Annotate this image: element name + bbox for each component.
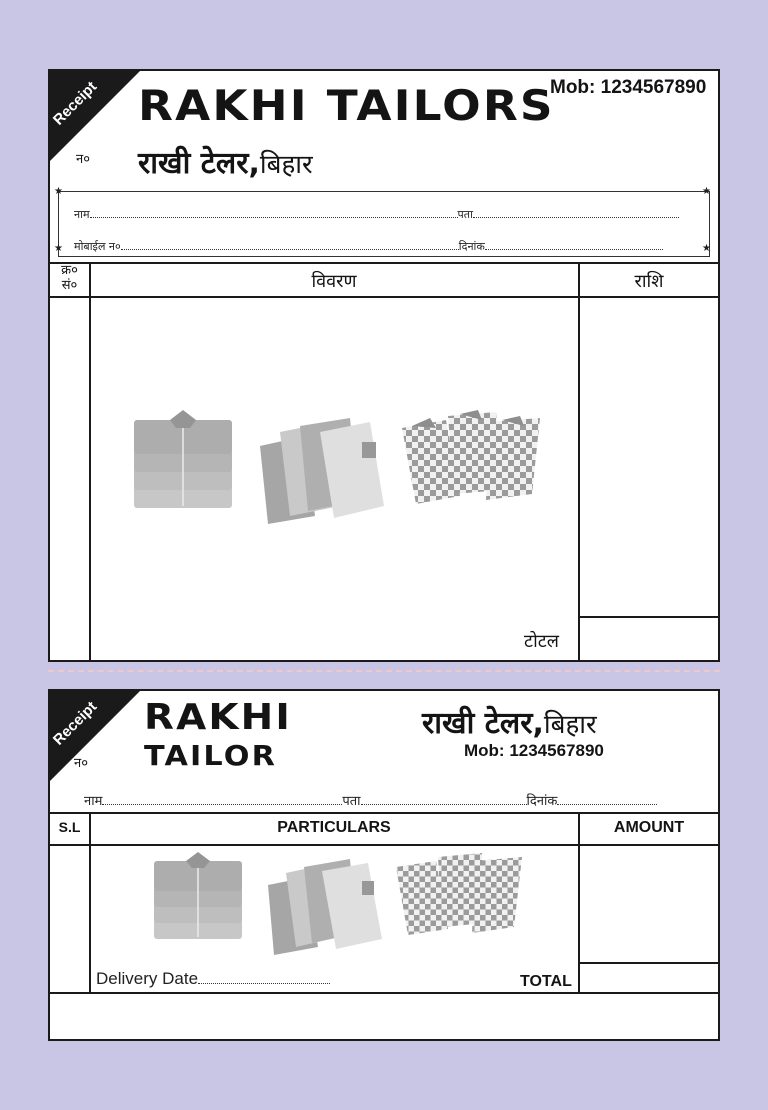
- bottom-receipt: [48, 689, 720, 1041]
- address-label: पता: [342, 794, 361, 809]
- folded-trousers-icon: [268, 859, 382, 955]
- table-bottom-rule: [50, 992, 718, 994]
- table-top-rule: [50, 262, 718, 264]
- clothing-illustration: [150, 849, 530, 959]
- amount-column-header: AMOUNT: [613, 819, 685, 836]
- amount-column-rule: [578, 262, 580, 662]
- name-label: नाम: [74, 208, 90, 221]
- hindi-shop-name: राखी टेलर,बिहार: [138, 146, 313, 181]
- date-label: दिनांक: [526, 794, 558, 809]
- serial-column-header: S.L: [58, 819, 81, 835]
- particulars-column-header: PARTICULARS: [277, 819, 391, 836]
- star-ornament-icon: ★: [54, 186, 63, 197]
- star-ornament-icon: ★: [54, 243, 63, 254]
- brand-title-line1: RAKHI: [144, 697, 292, 738]
- top-receipt: [48, 69, 720, 662]
- brand-title-line2: TAILOR: [144, 739, 278, 772]
- table-top-rule: [50, 812, 718, 814]
- description-column-header: विवरण: [311, 271, 357, 292]
- folded-trousers-icon: [260, 418, 384, 524]
- hindi-shop-name: राखी टेलर,बिहार: [422, 706, 597, 741]
- ribbon-label: Receipt: [49, 78, 101, 129]
- serial-column-rule: [89, 262, 91, 662]
- delivery-date-field[interactable]: [96, 969, 330, 989]
- receipt-number-label: न०: [74, 756, 88, 771]
- amount-column-header: राशि: [634, 271, 664, 292]
- folded-shirts-icon: [134, 410, 232, 508]
- date-label: दिनांक: [458, 240, 485, 253]
- name-field[interactable]: [74, 207, 679, 222]
- serial-column-rule: [89, 812, 91, 992]
- receipt-number-label: न०: [76, 152, 90, 167]
- mobile-number: Mob: 1234567890: [464, 741, 604, 760]
- table-header-rule: [50, 296, 718, 298]
- table-header-rule: [50, 844, 718, 846]
- mobile-label: मोबाईल न०: [74, 240, 121, 253]
- mobile-field[interactable]: [74, 239, 663, 254]
- name-label: नाम: [84, 794, 103, 809]
- checked-shirts-icon: [402, 410, 540, 504]
- star-ornament-icon: ★: [702, 243, 711, 254]
- folded-shirts-icon: [154, 852, 242, 939]
- brand-title: RAKHI TAILORS: [138, 81, 555, 130]
- mobile-number: Mob: 1234567890: [550, 77, 707, 98]
- total-label: TOTAL: [520, 973, 572, 990]
- total-label: टोटल: [524, 631, 560, 652]
- clothing-illustration: [130, 406, 550, 531]
- perforation-line: [48, 670, 720, 672]
- checked-shirts-icon: [396, 853, 522, 935]
- amount-column-rule: [578, 812, 580, 992]
- total-rule: [578, 962, 718, 964]
- serial-column-header: क्र० सं०: [61, 263, 78, 293]
- delivery-date-label: Delivery Date: [96, 969, 199, 988]
- name-field[interactable]: [84, 791, 657, 809]
- ribbon-label: Receipt: [49, 698, 101, 749]
- address-label: पता: [457, 208, 473, 221]
- star-ornament-icon: ★: [702, 186, 711, 197]
- total-rule: [578, 616, 718, 618]
